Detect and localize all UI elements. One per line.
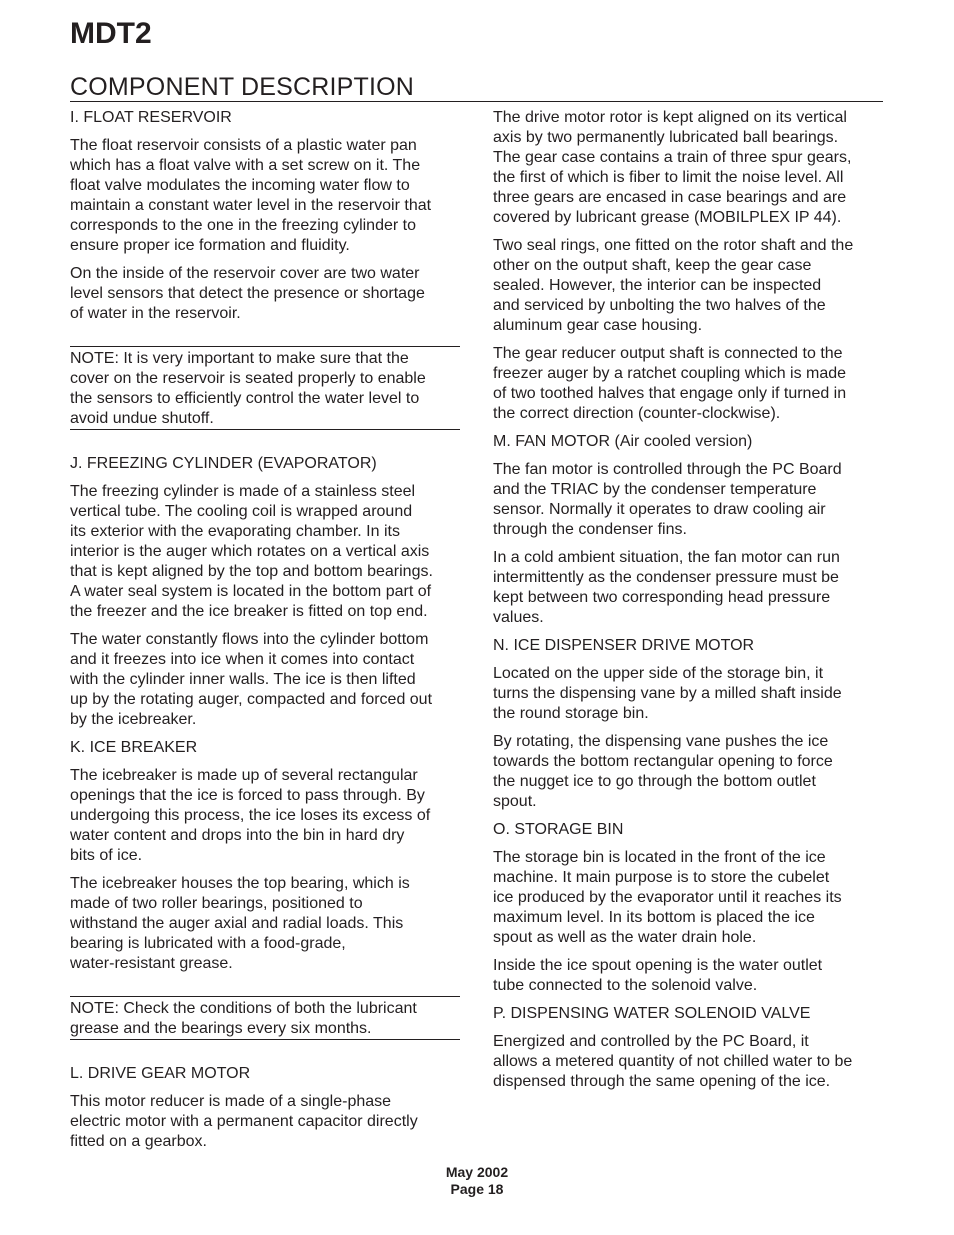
heading-ice-dispenser-drive-motor: N. ICE DISPENSER DRIVE MOTOR <box>493 637 755 654</box>
paragraph: The icebreaker is made up of several rectangular openings that the ice is forced to pass through. By undergoing this process, the ice loses its excess of water content and drops into the bin in hard dry bits of ice. <box>70 767 431 864</box>
paragraph: Energized and controlled by the PC Board, it allows a metered quantity of not chilled water to be dispensed through the same opening of the ice. <box>493 1033 853 1090</box>
heading-drive-gear-motor: L. DRIVE GEAR MOTOR <box>70 1065 251 1082</box>
paragraph: This motor reducer is made of a single-phase electric motor with a permanent capacitor directly fitted on a gearbox. <box>70 1093 418 1150</box>
paragraph: The drive motor rotor is kept aligned on its vertical axis by two permanently lubricated ball bearings. The gear case contains a train of three spur gears, the first of which is fiber to limit the noise level. All three gears are encased in case bearings and are covered by lubricant grease (MOBILPLEX IP 44). <box>493 109 852 226</box>
title-rule <box>70 101 883 102</box>
left-column <box>70 108 462 1160</box>
note-text: NOTE: It is very important to make sure that the cover on the reservoir is seated properly to enable the sensors to efficiently control the water level to avoid undue shutoff. <box>70 350 426 427</box>
right-column <box>493 108 885 1100</box>
note-box-bearings <box>70 996 460 1040</box>
heading-float-reservoir: I. FLOAT RESERVOIR <box>70 109 232 126</box>
paragraph: The icebreaker houses the top bearing, which is made of two roller bearings, positioned to withstand the auger axial and radial loads. This bearing is lubricated with a food-grade, water-resistant grease. <box>70 875 410 972</box>
heading-ice-breaker: K. ICE BREAKER <box>70 739 198 756</box>
note-text: NOTE: Check the conditions of both the lubricant grease and the bearings every six months. <box>70 1000 417 1037</box>
page-footer <box>0 1164 954 1198</box>
heading-fan-motor: M. FAN MOTOR (Air cooled version) <box>493 433 753 450</box>
section-title: COMPONENT DESCRIPTION <box>70 73 415 101</box>
paragraph: Inside the ice spout opening is the water outlet tube connected to the solenoid valve. <box>493 957 823 994</box>
paragraph: The gear reducer output shaft is connected to the freezer auger by a ratchet coupling which is made of two toothed halves that engage only if turned in the correct direction (counter-clockwise). <box>493 345 847 422</box>
paragraph: By rotating, the dispensing vane pushes the ice towards the bottom rectangular opening to force the nugget ice to go through the bottom outlet spout. <box>493 733 833 810</box>
paragraph: The water constantly flows into the cylinder bottom and it freezes into ice when it comes into contact with the cylinder inner walls. The ice is then lifted up by the rotating auger, compacted and forced out by the icebreaker. <box>70 631 433 728</box>
heading-freezing-cylinder: J. FREEZING CYLINDER (EVAPORATOR) <box>70 455 377 472</box>
page-number: Page 18 <box>450 1181 504 1197</box>
paragraph: The float reservoir consists of a plastic water pan which has a float valve with a set screw on it. The float valve modulates the incoming water flow to maintain a constant water level in the reservoir that corresponds to the one in the freezing cylinder to ensure proper ice formation and fluidity. <box>70 137 432 254</box>
paragraph: The fan motor is controlled through the PC Board and the TRIAC by the condenser temperature sensor. Normally it operates to draw cooling air through the condenser fins. <box>493 461 842 538</box>
paragraph: Located on the upper side of the storage bin, it turns the dispensing vane by a milled shaft inside the round storage bin. <box>493 665 842 722</box>
footer-date: May 2002 <box>445 1164 509 1180</box>
paragraph: The freezing cylinder is made of a stainless steel vertical tube. The cooling coil is wrapped around its exterior with the evaporating chamber. In its interior is the auger which rotates on a vertical axis that is kept aligned by the top and bottom bearings. A water seal system is located in the bottom part of the freezer and the ice breaker is fitted on top end. <box>70 483 433 620</box>
heading-storage-bin: O. STORAGE BIN <box>493 821 624 838</box>
paragraph: On the inside of the reservoir cover are two water level sensors that detect the presence or shortage of water in the reservoir. <box>70 265 425 322</box>
model-title: MDT2 <box>70 17 152 50</box>
paragraph: The storage bin is located in the front of the ice machine. It main purpose is to store the cubelet ice produced by the evaporator until it reaches its maximum level. In its bottom is placed the ice spout as well as the water drain hole. <box>493 849 842 946</box>
paragraph: Two seal rings, one fitted on the rotor shaft and the other on the output shaft, keep the gear case sealed. However, the interior can be inspected and serviced by unbolting the two halves of the aluminum gear case housing. <box>493 237 854 334</box>
heading-solenoid-valve: P. DISPENSING WATER SOLENOID VALVE <box>493 1005 811 1022</box>
paragraph: In a cold ambient situation, the fan motor can run intermittently as the condenser pressure must be kept between two corresponding head pressure values. <box>493 549 840 626</box>
note-box-reservoir <box>70 346 460 430</box>
